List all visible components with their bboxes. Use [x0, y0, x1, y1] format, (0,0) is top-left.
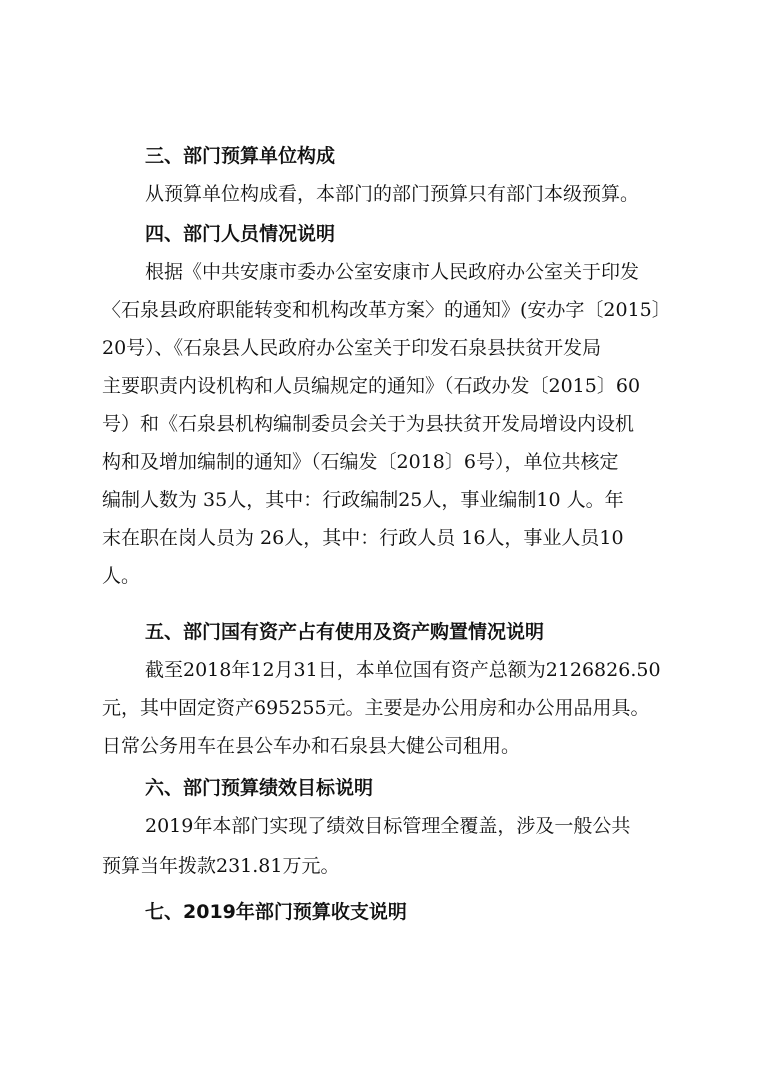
section4-line-6: 构和及增加编制的通知》（石编发〔2018〕6号），单位共核定 [102, 451, 619, 473]
section4-heading: 四、部门人员情况说明 [145, 223, 336, 245]
section6-line-1: 2019年本部门实现了绩效目标管理全覆盖，涉及一般公共 [145, 815, 631, 837]
section4-line-1: 根据《中共安康市委办公室安康市人民政府办公室关于印发 [145, 261, 640, 283]
section3-heading: 三、部门预算单位构成 [145, 145, 336, 167]
section4-line-4: 主要职责内设机构和人员编规定的通知》（石政办发〔2015〕60 [102, 375, 641, 397]
section4-line-2: 〈石泉县政府职能转变和机构改革方案〉的通知》(安办字〔2015〕 [102, 299, 671, 321]
section7-heading: 七、2019年部门预算收支说明 [145, 901, 407, 923]
section5-heading: 五、部门国有资产占有使用及资产购置情况说明 [145, 621, 545, 643]
section4-line-9: 人。 [102, 565, 141, 587]
section4-line-5: 号）和《石泉县机构编制委员会关于为县扶贫开发局增设内设机 [102, 413, 635, 435]
section4-line-8: 末在职在岗人员为 26人，其中：行政人员 16人，事业人员10 [102, 527, 624, 549]
section3-line-1: 从预算单位构成看，本部门的部门预算只有部门本级预算。 [145, 183, 640, 205]
section6-line-2: 预算当年拨款231.81万元。 [102, 855, 340, 877]
section4-line-3: 20号）、《石泉县人民政府办公室关于印发石泉县扶贫开发局 [102, 337, 602, 359]
section6-heading: 六、部门预算绩效目标说明 [145, 777, 374, 799]
section4-line-7: 编制人数为 35人，其中：行政编制25人，事业编制10 人。年 [102, 489, 624, 511]
section5-line-2: 元，其中固定资产695255元。主要是办公用房和办公用品用具。 [102, 697, 650, 719]
section5-line-3: 日常公务用车在县公车办和石泉县大健公司租用。 [102, 735, 521, 757]
section5-line-1: 截至2018年12月31日，本单位国有资产总额为2126826.50 [145, 659, 661, 681]
